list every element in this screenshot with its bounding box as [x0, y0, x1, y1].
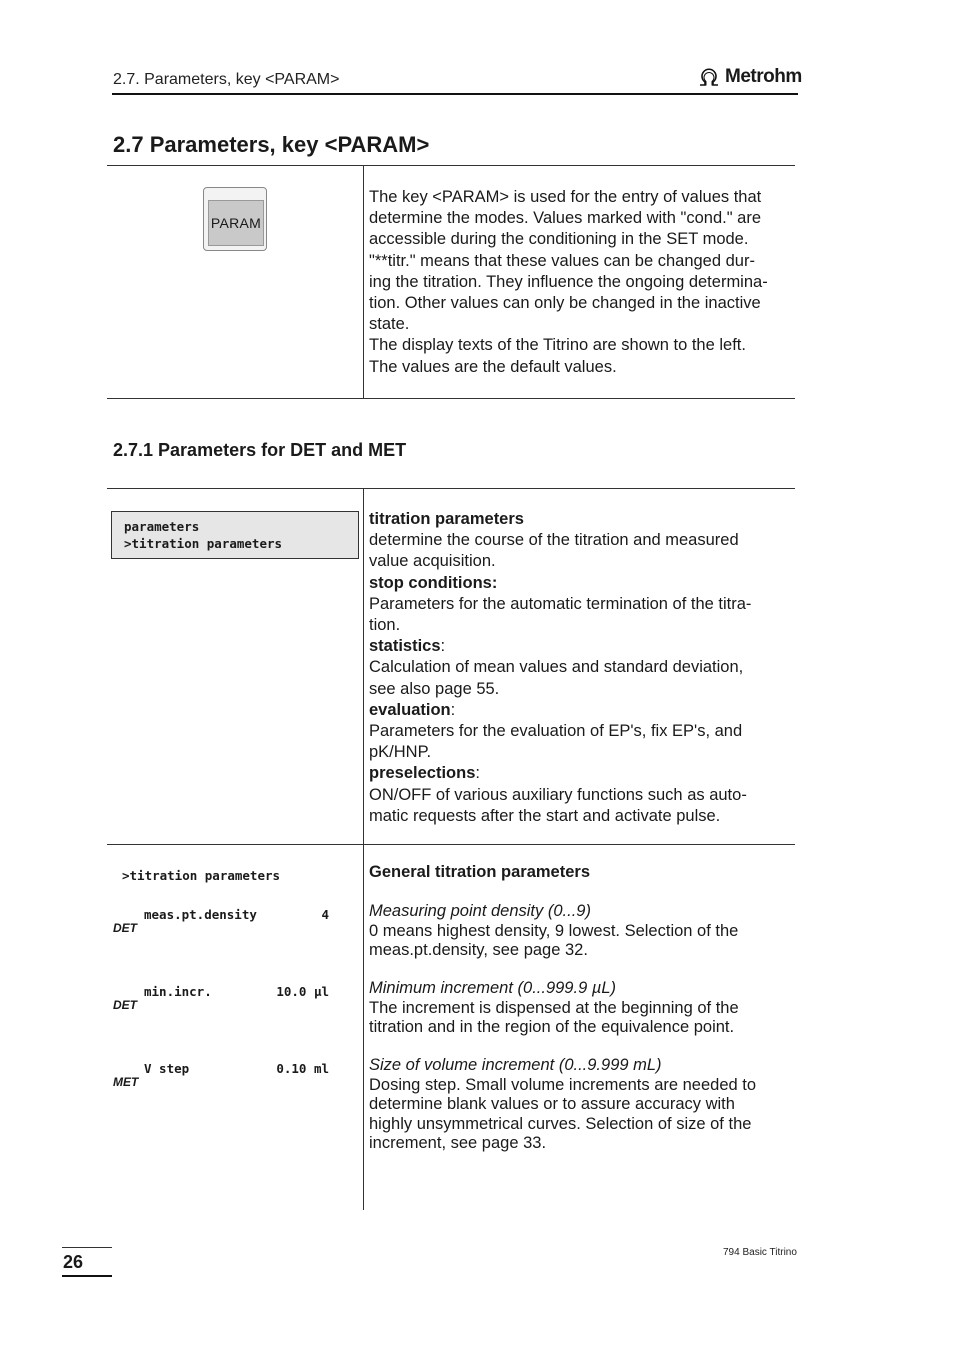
intro-line: accessible during the conditioning in the SET mode.	[369, 230, 749, 249]
param-line: The increment is dispensed at the beginning of the	[369, 998, 739, 1017]
display-param-value: 10.0 µl	[276, 984, 329, 999]
display-param-name: min.incr.	[144, 984, 212, 999]
intro-line: "**titr." means that these values can be changed dur-	[369, 251, 755, 270]
param-group-heading	[369, 636, 789, 657]
page-number-rule-top	[62, 1247, 112, 1248]
parameter-groups-list	[369, 509, 789, 827]
param-line: highly unsymmetrical curves. Selection of size of the	[369, 1114, 752, 1133]
param-group-line: Parameters for the automatic termination of the titra-	[369, 594, 752, 613]
page-number-rule	[62, 1275, 112, 1277]
display-param-value: 4	[321, 907, 329, 922]
param-title: Size of volume increment (0...9.999 mL)	[369, 1056, 662, 1074]
param-description	[369, 902, 789, 961]
intro-line: ing the titration. They influence the ongoing determina-	[369, 272, 768, 291]
intro-line: The values are the default values.	[369, 357, 617, 376]
header-rule	[112, 93, 798, 95]
heading-text: statistics	[369, 637, 441, 656]
mode-label: MET	[113, 1075, 139, 1089]
param-line: Dosing step. Small volume increments are needed to	[369, 1075, 757, 1094]
heading-suffix: :	[475, 764, 480, 783]
param-group-line: Calculation of mean values and standard deviation,	[369, 658, 744, 677]
param-group-line: matic requests after the start and activate pulse.	[369, 806, 721, 825]
table2-rule-top	[107, 488, 795, 489]
param-title: Minimum increment (0...999.9 µL)	[369, 979, 617, 997]
running-header-title: 2.7. Parameters, key <PARAM>	[113, 71, 340, 88]
mode-label: DET	[113, 998, 137, 1012]
intro-line: tion. Other values can only be changed in the inactive	[369, 294, 761, 313]
param-description	[369, 979, 789, 1038]
brand-name: Metrohm	[725, 66, 802, 87]
param-group-line: ON/OFF of various auxiliary functions such as auto-	[369, 785, 747, 804]
param-group-heading	[369, 700, 789, 721]
heading-suffix: :	[450, 700, 456, 719]
intro-line: determine the modes. Values marked with "cond." are	[369, 209, 762, 228]
param-group-line: see also page 55.	[369, 679, 500, 698]
param-line: increment, see page 33.	[369, 1134, 547, 1152]
display-param-name: V step	[144, 1061, 190, 1076]
general-heading: General titration parameters	[369, 863, 590, 881]
intro-text	[369, 187, 789, 378]
heading-text: evaluation	[369, 700, 451, 719]
param-group-heading	[369, 763, 789, 784]
intro-line: The key <PARAM> is used for the entry of values that	[369, 188, 762, 206]
display-parameters-menu	[111, 511, 359, 559]
display-titration-header: >titration parameters	[122, 868, 281, 883]
omega-icon	[697, 67, 721, 87]
param-group-heading	[369, 509, 789, 530]
display-line: parameters	[124, 519, 200, 534]
display-param-value: 0.10 ml	[276, 1061, 329, 1076]
param-description	[369, 1056, 789, 1154]
param-group-line: pK/HNP.	[369, 743, 432, 762]
param-line: 0 means highest density, 9 lowest. Selection of the	[369, 921, 739, 940]
subsection-title: 2.7.1 Parameters for DET and MET	[113, 440, 407, 460]
column-divider	[363, 165, 364, 398]
param-key-label: PARAM	[208, 200, 264, 246]
heading-text: titration parameters	[369, 510, 524, 528]
param-line: titration and in the region of the equivalence point.	[369, 1018, 735, 1036]
section-title: 2.7 Parameters, key <PARAM>	[113, 132, 430, 157]
param-key	[203, 187, 267, 251]
table2-rule-middle	[107, 844, 795, 845]
intro-line: state.	[369, 315, 410, 334]
display-line: >titration parameters	[124, 536, 283, 551]
mode-label: DET	[113, 921, 137, 935]
param-group-line: tion.	[369, 616, 401, 635]
heading-suffix: :	[440, 637, 446, 656]
param-group-line: value acquisition.	[369, 552, 496, 571]
heading-text: preselections	[369, 764, 476, 783]
param-line: meas.pt.density, see page 32.	[369, 941, 588, 959]
table-rule-bottom	[107, 398, 795, 399]
column-divider-2	[363, 488, 364, 1210]
page-number: 26	[63, 1252, 84, 1272]
param-title: Measuring point density (0...9)	[369, 902, 591, 920]
brand-logo	[697, 66, 802, 88]
display-param-name: meas.pt.density	[144, 907, 257, 922]
param-line: determine blank values or to assure accuracy with	[369, 1095, 735, 1113]
heading-text: stop conditions:	[369, 573, 498, 592]
param-group-line: Parameters for the evaluation of EP's, fix EP's, and	[369, 722, 743, 741]
table-rule-top	[107, 165, 795, 166]
param-group-line: determine the course of the titration and measured	[369, 531, 739, 550]
param-group-heading	[369, 573, 789, 594]
product-name: 794 Basic Titrino	[723, 1247, 797, 1258]
intro-line: The display texts of the Titrino are shown to the left.	[369, 336, 746, 355]
